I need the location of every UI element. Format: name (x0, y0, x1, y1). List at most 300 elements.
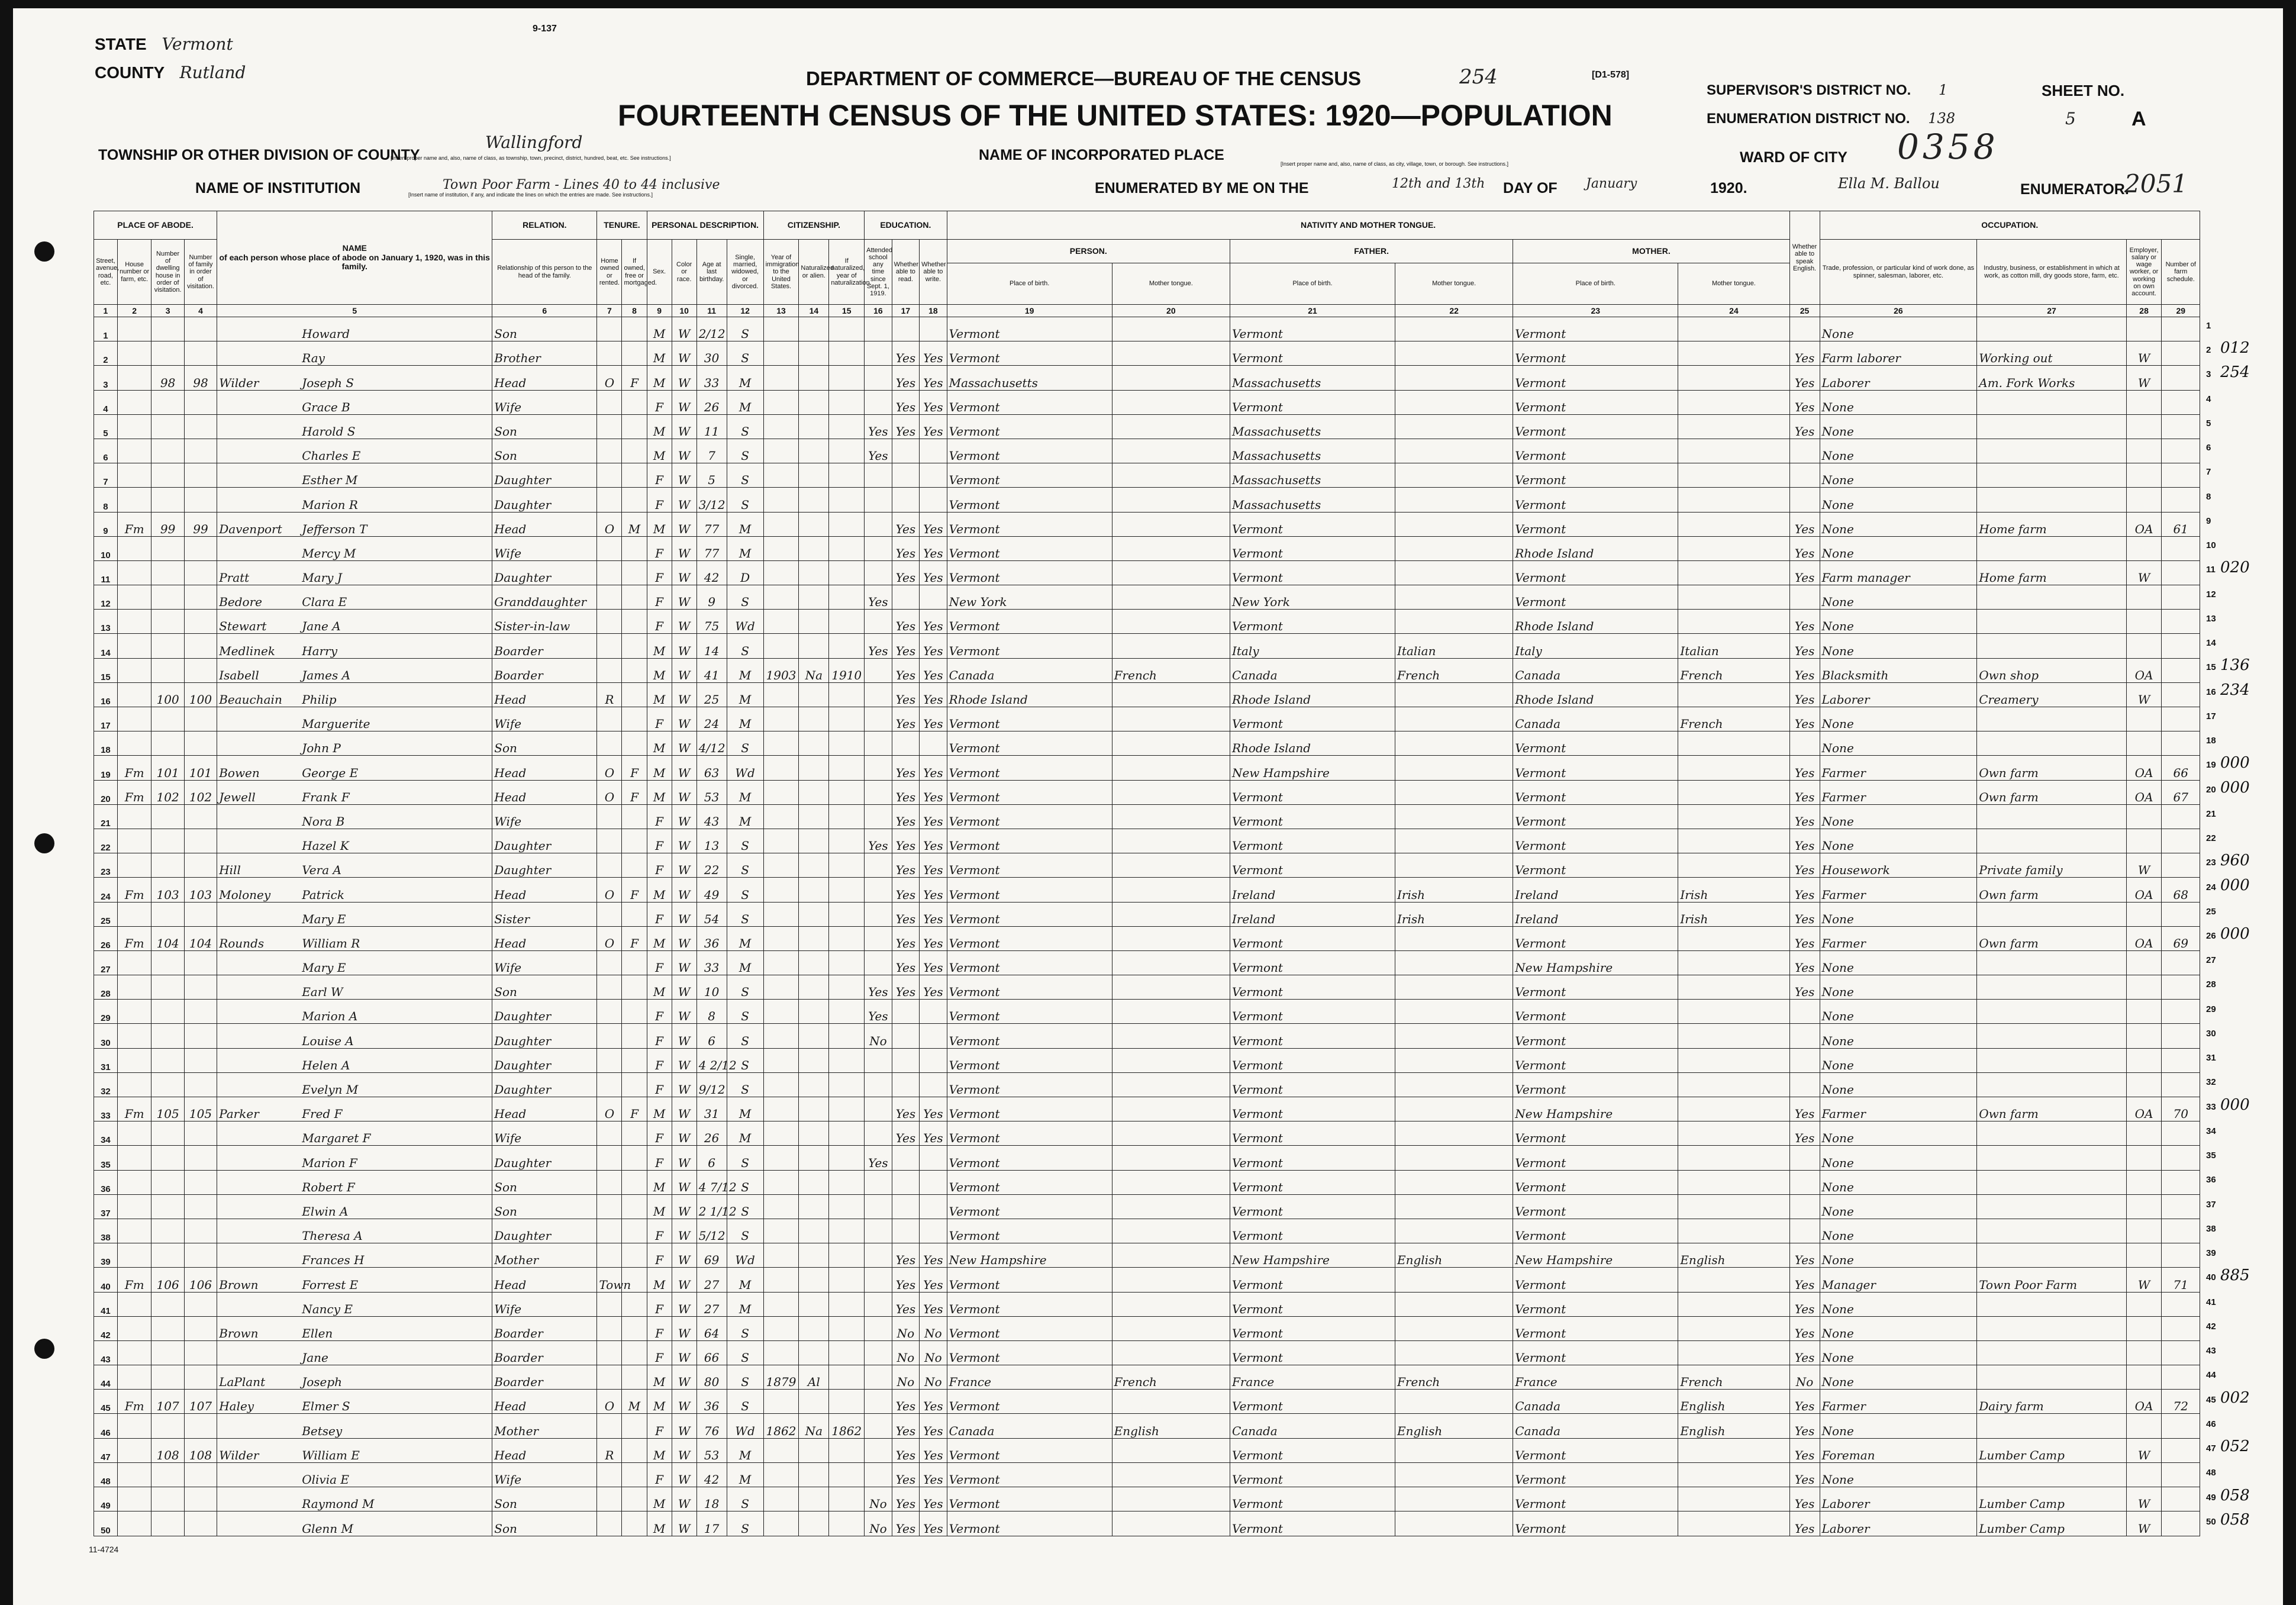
cell-emp (2126, 902, 2162, 926)
surname: Isabell (219, 668, 259, 682)
cell-house (117, 1170, 151, 1194)
given-name: Robert F (302, 1179, 355, 1194)
cell-house (117, 560, 151, 585)
cell-mort (622, 439, 647, 463)
cell-nat (799, 1438, 829, 1462)
cell-imm (763, 804, 799, 829)
cell-read: Yes (892, 1121, 920, 1146)
cell-read (892, 731, 920, 756)
cell-dw (151, 536, 184, 560)
cell-race: W (672, 1268, 696, 1292)
cell-mort (622, 1487, 647, 1511)
cell-own (597, 341, 622, 366)
cell-dw: 103 (151, 878, 184, 902)
given-name: Mary E (302, 961, 346, 975)
cell-house (117, 341, 151, 366)
cell-write: Yes (920, 902, 947, 926)
cell-occ: Laborer (1820, 366, 1977, 390)
given-name: Nancy E (302, 1301, 353, 1316)
cell-occ: None (1820, 634, 1977, 658)
margin-line-number: 16 (2206, 687, 2216, 697)
cell-ind (1977, 1365, 2126, 1390)
cell-ind (1977, 1000, 2126, 1024)
cell-rel: Daughter (492, 853, 597, 878)
cell-own (597, 1340, 622, 1365)
cell-mort (622, 975, 647, 1000)
cell-nat (799, 317, 829, 341)
cell-mort (622, 1316, 647, 1340)
cell-rel: Head (492, 682, 597, 707)
cell-own (597, 829, 622, 853)
cell-read (892, 1048, 920, 1072)
cell-write (920, 488, 947, 512)
margin-line-number: 41 (2206, 1297, 2216, 1307)
cell-emp (2126, 975, 2162, 1000)
cell-race: W (672, 1243, 696, 1268)
cell-house (117, 439, 151, 463)
person-name (217, 1024, 492, 1048)
cell-read: Yes (892, 512, 920, 536)
line-number: 50 (94, 1511, 118, 1536)
cell-fmt (1395, 536, 1513, 560)
cell-race: W (672, 658, 696, 682)
incorporated-label: NAME OF INCORPORATED PLACE (979, 147, 1224, 163)
cell-age: 36 (696, 1390, 727, 1414)
cell-rel: Daughter (492, 1048, 597, 1072)
cell-house (117, 1121, 151, 1146)
cell-rel: Sister-in-law (492, 610, 597, 634)
line-number: 2 (94, 341, 118, 366)
incorporated-note: [Insert proper name and, also, name of class, as city, village, town, or borough. See instructions.] (1281, 161, 1509, 167)
margin-line-number: 12 (2206, 589, 2216, 600)
cell-emp (2126, 731, 2162, 756)
column-number: 14 (799, 305, 829, 317)
cell-sch (865, 1243, 892, 1268)
cell-mmt (1678, 1170, 1789, 1194)
cell-farm (2162, 414, 2200, 439)
cell-fpob: Vermont (1230, 780, 1395, 804)
cell-occ: Foreman (1820, 1438, 1977, 1462)
cell-fmt: French (1395, 1365, 1513, 1390)
cell-mt (1112, 1170, 1230, 1194)
cell-mpob: Vermont (1513, 414, 1678, 439)
line-number: 12 (94, 585, 118, 610)
person-name (217, 878, 492, 902)
cell-dw (151, 1243, 184, 1268)
cell-fmt (1395, 1170, 1513, 1194)
person-name (217, 1243, 492, 1268)
column-number: 29 (2162, 305, 2200, 317)
cell-dw (151, 390, 184, 414)
cell-sex: F (647, 390, 672, 414)
line-number: 48 (94, 1462, 118, 1487)
cell-ms: S (727, 439, 763, 463)
cell-ms: M (727, 804, 763, 829)
table-row (94, 804, 2200, 829)
cell-mort (622, 950, 647, 975)
column-school: Attended school any time since Sept. 1, 1919. (865, 240, 892, 305)
column-number: 19 (947, 305, 1112, 317)
table-row (94, 560, 2200, 585)
cell-rel: Son (492, 1170, 597, 1194)
cell-house (117, 1024, 151, 1048)
cell-race: W (672, 1365, 696, 1390)
cell-eng: Yes (1789, 1097, 1820, 1121)
cell-mort (622, 1194, 647, 1219)
cell-mpob: Ireland (1513, 878, 1678, 902)
cell-pob: Vermont (947, 536, 1112, 560)
cell-write: Yes (920, 560, 947, 585)
person-name (217, 1219, 492, 1243)
given-name: James A (302, 668, 351, 682)
table-row (94, 780, 2200, 804)
cell-rel: Head (492, 926, 597, 950)
cell-write: Yes (920, 634, 947, 658)
cell-pob: Vermont (947, 1170, 1112, 1194)
cell-fmt (1395, 585, 1513, 610)
table-row (94, 414, 2200, 439)
cell-sex: F (647, 1072, 672, 1097)
cell-imm (763, 902, 799, 926)
cell-age: 49 (696, 878, 727, 902)
cell-nat (799, 585, 829, 610)
cell-natyr (829, 317, 865, 341)
cell-mpob: Vermont (1513, 463, 1678, 488)
cell-race: W (672, 1072, 696, 1097)
cell-emp (2126, 1365, 2162, 1390)
cell-race: W (672, 1340, 696, 1365)
cell-fmt (1395, 1097, 1513, 1121)
cell-ind (1977, 1219, 2126, 1243)
cell-occ: None (1820, 707, 1977, 731)
person-name (217, 1146, 492, 1170)
cell-house: Fm (117, 1268, 151, 1292)
cell-pob: Vermont (947, 731, 1112, 756)
line-number: 33 (94, 1097, 118, 1121)
cell-own: Town (597, 1268, 622, 1292)
cell-own (597, 1219, 622, 1243)
given-name: Hazel K (302, 839, 349, 853)
cell-read: Yes (892, 780, 920, 804)
cell-age: 25 (696, 682, 727, 707)
cell-dw (151, 1146, 184, 1170)
cell-dw: 108 (151, 1438, 184, 1462)
cell-own (597, 950, 622, 975)
cell-rel: Boarder (492, 1340, 597, 1365)
cell-fam (184, 1462, 217, 1487)
cell-sex: F (647, 950, 672, 975)
given-name: Jefferson T (302, 521, 367, 536)
cell-dw (151, 1024, 184, 1048)
cell-age: 5 (696, 463, 727, 488)
cell-own: R (597, 682, 622, 707)
cell-emp: OA (2126, 926, 2162, 950)
line-number: 21 (94, 804, 118, 829)
cell-fpob: Vermont (1230, 975, 1395, 1000)
cell-emp (2126, 317, 2162, 341)
cell-mort (622, 731, 647, 756)
cell-mmt (1678, 1121, 1789, 1146)
cell-emp (2126, 1292, 2162, 1316)
cell-mt (1112, 390, 1230, 414)
cell-sch (865, 1170, 892, 1194)
cell-write: Yes (920, 756, 947, 780)
cell-fpob: France (1230, 1365, 1395, 1390)
cell-fam (184, 1121, 217, 1146)
cell-ind (1977, 1316, 2126, 1340)
cell-ms: S (727, 1340, 763, 1365)
cell-mpob: Vermont (1513, 975, 1678, 1000)
cell-ms: D (727, 560, 763, 585)
cell-fmt (1395, 512, 1513, 536)
cell-mmt (1678, 1048, 1789, 1072)
cell-dw (151, 439, 184, 463)
person-name (217, 1390, 492, 1414)
cell-sch (865, 560, 892, 585)
cell-race: W (672, 488, 696, 512)
cell-mmt (1678, 1316, 1789, 1340)
cell-fmt (1395, 1219, 1513, 1243)
person-name (217, 414, 492, 439)
cell-mort: F (622, 1097, 647, 1121)
surname: Parker (219, 1107, 259, 1121)
cell-fam (184, 731, 217, 756)
cell-read: Yes (892, 1414, 920, 1438)
cell-own (597, 1121, 622, 1146)
cell-ind (1977, 829, 2126, 853)
cell-fpob: Massachusetts (1230, 488, 1395, 512)
cell-fmt (1395, 560, 1513, 585)
cell-ms: M (727, 1097, 763, 1121)
cell-occ: None (1820, 1414, 1977, 1438)
occupation-code: 000 (2220, 925, 2250, 943)
cell-sex: M (647, 366, 672, 390)
cell-race: W (672, 317, 696, 341)
supervisor-value: 1 (1939, 82, 1948, 98)
cell-ms: S (727, 1048, 763, 1072)
cell-sex: F (647, 853, 672, 878)
cell-sex: M (647, 975, 672, 1000)
margin-line-number: 38 (2206, 1223, 2216, 1234)
cell-mpob: Vermont (1513, 1121, 1678, 1146)
cell-natyr (829, 682, 865, 707)
line-number: 40 (94, 1268, 118, 1292)
cell-fmt (1395, 756, 1513, 780)
cell-ind (1977, 390, 2126, 414)
cell-eng: Yes (1789, 1414, 1820, 1438)
table-row (94, 1170, 2200, 1194)
cell-fpob: Vermont (1230, 1024, 1395, 1048)
cell-mpob: New Hampshire (1513, 1243, 1678, 1268)
cell-sex: M (647, 512, 672, 536)
cell-fpob: Vermont (1230, 610, 1395, 634)
cell-mt: English (1112, 1414, 1230, 1438)
cell-natyr (829, 1268, 865, 1292)
cell-house (117, 1316, 151, 1340)
cell-ms: Wd (727, 1243, 763, 1268)
cell-own: O (597, 780, 622, 804)
cell-mort (622, 585, 647, 610)
cell-sex: F (647, 585, 672, 610)
person-name (217, 1511, 492, 1536)
cell-age: 6 (696, 1146, 727, 1170)
cell-age: 13 (696, 829, 727, 853)
cell-mt (1112, 756, 1230, 780)
cell-house (117, 1292, 151, 1316)
cell-age: 76 (696, 1414, 727, 1438)
column-read: Whether able to read. (892, 240, 920, 305)
cell-fpob: Vermont (1230, 1462, 1395, 1487)
cell-emp: W (2126, 560, 2162, 585)
cell-fam (184, 634, 217, 658)
cell-farm (2162, 634, 2200, 658)
cell-imm (763, 463, 799, 488)
cell-mmt (1678, 829, 1789, 853)
cell-nat (799, 610, 829, 634)
cell-farm: 68 (2162, 878, 2200, 902)
cell-imm (763, 1243, 799, 1268)
cell-read: Yes (892, 341, 920, 366)
table-row (94, 878, 2200, 902)
cell-age: 24 (696, 707, 727, 731)
cell-nat (799, 950, 829, 975)
cell-own: O (597, 1390, 622, 1414)
given-name: Raymond M (302, 1497, 375, 1511)
cell-mpob: Vermont (1513, 317, 1678, 341)
cell-ind: Dairy farm (1977, 1390, 2126, 1414)
cell-nat (799, 560, 829, 585)
cell-emp: W (2126, 1487, 2162, 1511)
cell-mpob: Vermont (1513, 1438, 1678, 1462)
cell-fam (184, 1511, 217, 1536)
cell-rel: Boarder (492, 634, 597, 658)
cell-farm (2162, 950, 2200, 975)
cell-sch (865, 1414, 892, 1438)
cell-nat (799, 1462, 829, 1487)
cell-write: Yes (920, 1390, 947, 1414)
cell-fam: 108 (184, 1438, 217, 1462)
cell-imm (763, 1000, 799, 1024)
cell-eng: Yes (1789, 1340, 1820, 1365)
cell-imm: 1903 (763, 658, 799, 682)
column-family: Number of family in order of visitation. (184, 240, 217, 305)
cell-race: W (672, 439, 696, 463)
cell-sex: M (647, 341, 672, 366)
cell-write (920, 317, 947, 341)
cell-race: W (672, 1170, 696, 1194)
given-name: Jane A (302, 619, 341, 634)
cell-own (597, 317, 622, 341)
cell-mpob: Vermont (1513, 829, 1678, 853)
cell-rel: Head (492, 1390, 597, 1414)
cell-race: W (672, 902, 696, 926)
cell-pob: Vermont (947, 975, 1112, 1000)
cell-race: W (672, 536, 696, 560)
table-header (94, 211, 2200, 317)
cell-fmt (1395, 414, 1513, 439)
column-number: 6 (492, 305, 597, 317)
cell-imm (763, 1316, 799, 1340)
scan-left-edge (0, 0, 13, 1605)
column-number: 12 (727, 305, 763, 317)
surname: Brown (219, 1277, 259, 1292)
cell-eng (1789, 731, 1820, 756)
cell-ind: Lumber Camp (1977, 1511, 2126, 1536)
given-name: Mary J (302, 571, 342, 585)
cell-ind: Own farm (1977, 780, 2126, 804)
margin-line-number: 35 (2206, 1150, 2216, 1161)
cell-imm (763, 756, 799, 780)
margin-line-number: 24 (2206, 882, 2216, 892)
cell-write: Yes (920, 536, 947, 560)
cell-mort: M (622, 1390, 647, 1414)
cell-mt: French (1112, 1365, 1230, 1390)
column-number: 10 (672, 305, 696, 317)
cell-mmt (1678, 1292, 1789, 1316)
cell-emp (2126, 414, 2162, 439)
cell-mort (622, 1024, 647, 1048)
cell-own (597, 610, 622, 634)
cell-pob: Vermont (947, 439, 1112, 463)
cell-own (597, 1243, 622, 1268)
cell-sex: M (647, 1097, 672, 1121)
cell-dw (151, 975, 184, 1000)
cell-fam (184, 975, 217, 1000)
cell-ind (1977, 950, 2126, 975)
cell-dw (151, 731, 184, 756)
cell-occ: Housework (1820, 853, 1977, 878)
cell-write (920, 463, 947, 488)
cell-ms: S (727, 1316, 763, 1340)
cell-fam: 104 (184, 926, 217, 950)
cell-ind (1977, 439, 2126, 463)
column-number: 4 (184, 305, 217, 317)
cell-fam (184, 414, 217, 439)
cell-ind (1977, 1048, 2126, 1072)
cell-occ: None (1820, 1340, 1977, 1365)
cell-pob: Vermont (947, 853, 1112, 878)
cell-mmt (1678, 682, 1789, 707)
year-value: 1920. (1710, 180, 1747, 196)
cell-mmt (1678, 1219, 1789, 1243)
cell-sch (865, 1268, 892, 1292)
cell-eng (1789, 1072, 1820, 1097)
cell-nat (799, 1292, 829, 1316)
cell-ms: Wd (727, 610, 763, 634)
punch-hole (34, 241, 54, 262)
cell-farm (2162, 488, 2200, 512)
margin-line-number: 30 (2206, 1028, 2216, 1039)
cell-natyr (829, 902, 865, 926)
cell-mt (1112, 950, 1230, 975)
cell-house (117, 707, 151, 731)
cell-own (597, 804, 622, 829)
line-number: 23 (94, 853, 118, 878)
cell-mort (622, 1170, 647, 1194)
cell-imm (763, 1097, 799, 1121)
cell-house (117, 1365, 151, 1390)
person-name (217, 975, 492, 1000)
cell-sex: M (647, 731, 672, 756)
cell-farm (2162, 1487, 2200, 1511)
cell-eng (1789, 1194, 1820, 1219)
cell-rel: Daughter (492, 560, 597, 585)
cell-mpob: Vermont (1513, 560, 1678, 585)
cell-ms: M (727, 1268, 763, 1292)
column-number: 13 (763, 305, 799, 317)
cell-eng: Yes (1789, 902, 1820, 926)
cell-imm (763, 610, 799, 634)
